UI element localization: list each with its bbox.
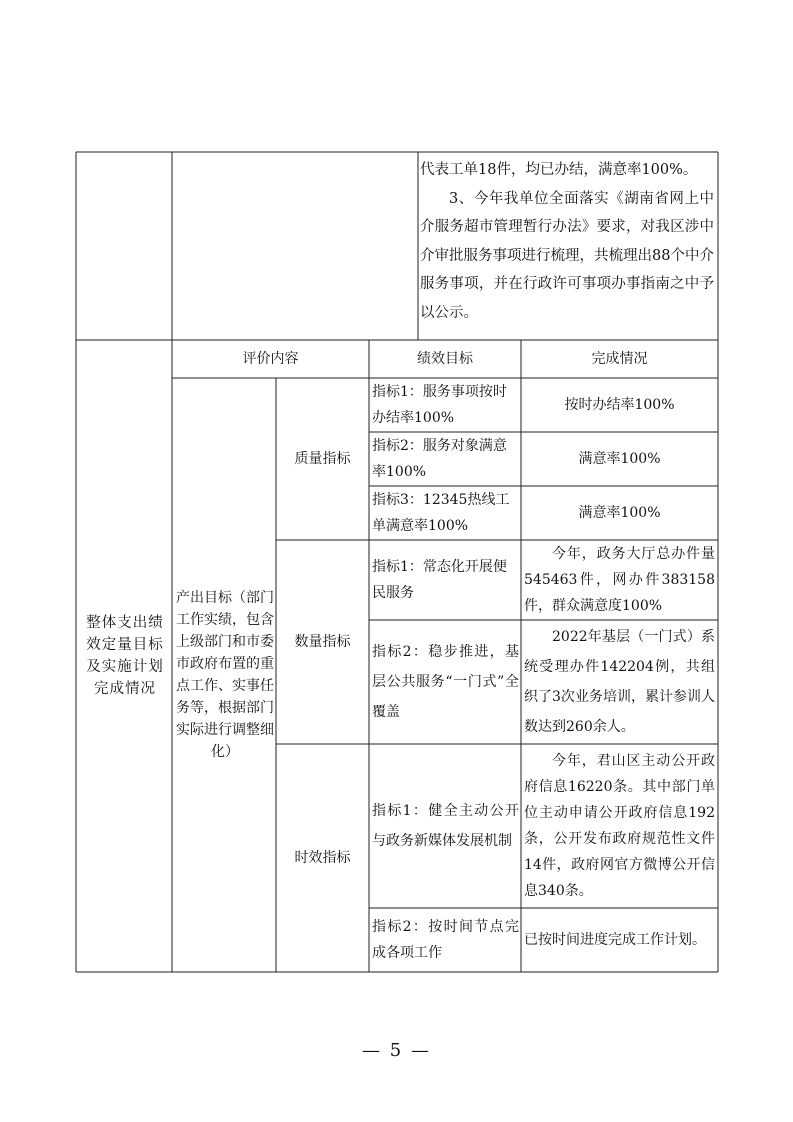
- row-6-completion: [524, 744, 715, 908]
- output-target-text: 产出目标（部门工作实绩，包含上级部门和市委市政府布置的重点工作、实事任务等，根据部门实际进行调整细化）: [176, 590, 274, 760]
- category-quality: [276, 378, 369, 540]
- section-label-cell: [80, 340, 170, 972]
- header-target: [369, 340, 521, 378]
- category-timeliness: [276, 744, 369, 972]
- output-target-cell: [176, 378, 274, 972]
- row-1-target: [372, 378, 519, 432]
- section-label: 整体支出绩效定量目标及实施计划完成情况: [86, 615, 164, 697]
- category-quantity-label: 数量指标: [294, 634, 351, 650]
- row-2-target: [372, 432, 519, 486]
- category-quality-label: 质量指标: [294, 451, 351, 467]
- row-5-completion: [524, 620, 715, 744]
- row-6-target: [372, 744, 519, 908]
- category-timeliness-label: 时效指标: [294, 850, 351, 866]
- row-7-target-text: 指标2：按时间节点完成各项工作: [372, 919, 519, 961]
- row-4-target: [372, 540, 519, 620]
- top-section-text: [420, 156, 714, 327]
- row-3-completion: [521, 486, 718, 540]
- header-completion: [521, 340, 718, 378]
- row-2-completion-text: 满意率100%: [578, 451, 661, 467]
- row-5-target-text: 指标2：稳步推进，基层公共服务“一门式”全覆盖: [372, 644, 519, 720]
- row-3-target-text: 指标3：12345热线工单满意率100%: [372, 492, 510, 534]
- row-7-completion-text: 已按时间进度完成工作计划。: [524, 932, 706, 948]
- row-1-target-text: 指标1：服务事项按时办结率100%: [372, 384, 507, 426]
- row-3-target: [372, 486, 519, 540]
- category-quantity: [276, 540, 369, 744]
- row-4-completion: [524, 540, 715, 620]
- row-3-completion-text: 满意率100%: [578, 505, 661, 521]
- header-completion-label: 完成情况: [591, 351, 648, 367]
- row-6-target-text: 指标1：健全主动公开与政务新媒体发展机制: [372, 803, 519, 849]
- header-target-label: 绩效目标: [417, 351, 473, 367]
- row-7-completion: [524, 908, 715, 972]
- top-section-line-1: 代表工单18件，均已办结，满意率100%。: [420, 162, 698, 178]
- row-4-target-text: 指标1：常态化开展便民服务: [372, 559, 507, 601]
- row-1-completion-text: 按时办结率100%: [564, 397, 675, 413]
- row-4-completion-text: 今年，政务大厅总办件量545463件，网办件383158件，群众满意度100%: [524, 546, 715, 614]
- header-content: [172, 340, 369, 378]
- row-6-completion-text: 今年，君山区主动公开政府信息16220条。其中部门单位主动申请公开政府信息192条，公开发布政府规范性文件14件，政府网官方微博公开信息340条。: [524, 753, 715, 899]
- row-2-completion: [521, 432, 718, 486]
- row-5-target: [372, 620, 519, 744]
- row-2-target-text: 指标2：服务对象满意率100%: [372, 438, 507, 480]
- top-section-line-2: 3、今年我单位全面落实《湖南省网上中介服务超市管理暂行办法》要求，对我区涉中介审批服务事项进行梳理，共梳理出88个中介服务事项，并在行政许可事项办事指南之中予以公示。: [420, 190, 714, 321]
- row-7-target: [372, 908, 519, 972]
- page-number: — 5 —: [362, 1040, 431, 1061]
- row-5-completion-text: 2022年基层（一门式）系统受理办件142204例，共组织了3次业务培训，累计参训人数达到260余人。: [524, 629, 715, 735]
- header-content-label: 评价内容: [242, 351, 299, 367]
- row-1-completion: [521, 378, 718, 432]
